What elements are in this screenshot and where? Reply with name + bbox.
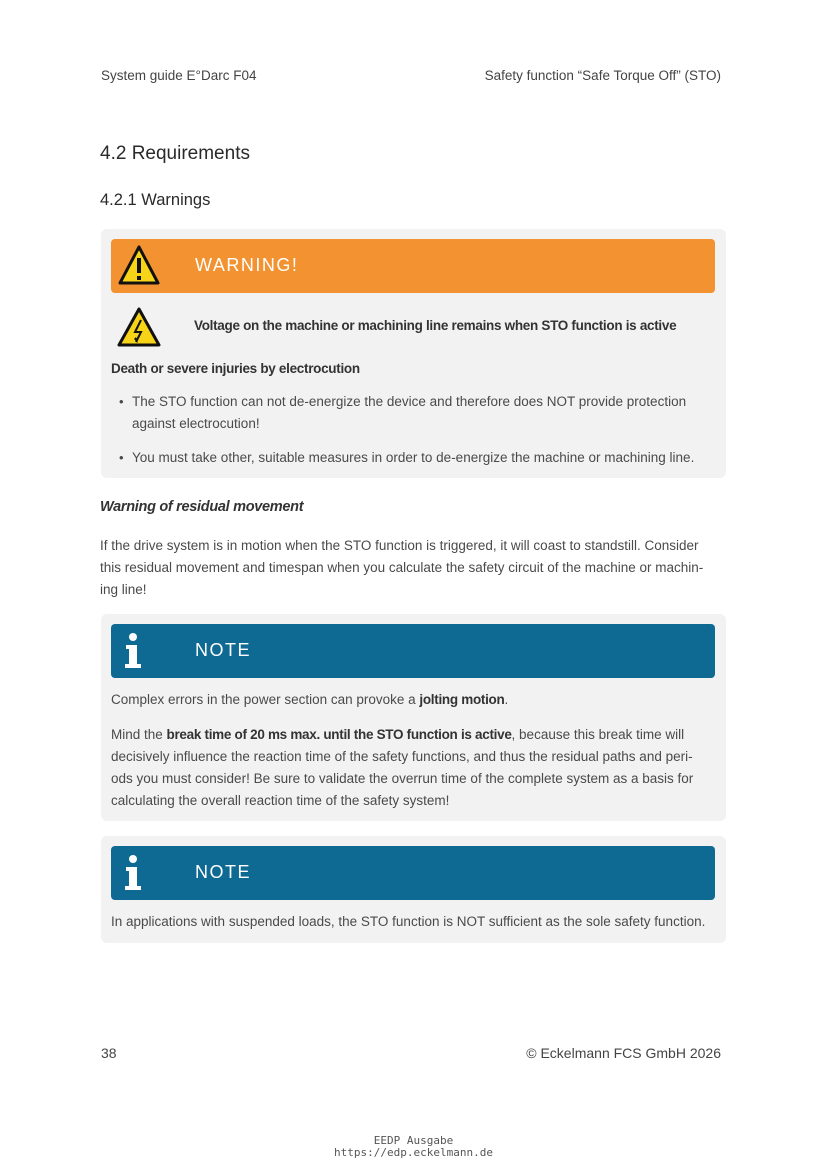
info-icon (123, 853, 143, 893)
bullet-dot: • (119, 450, 124, 465)
warning-label: WARNING! (195, 255, 299, 275)
residual-heading: Warning of residual movement (100, 499, 304, 515)
page-number: 38 (101, 1045, 117, 1061)
note-paragraph-2-line-3: ods you must consider! Be sure to validate the overrun time of the complete system as a basis for (111, 771, 694, 786)
header-chapter-title: Safety function “Safe Torque Off” (STO) (484, 68, 721, 83)
warning-bullet-2: You must take other, suitable measures in order to de-energize the machine or machining line. (132, 450, 695, 465)
copyright: © Eckelmann FCS GmbH 2026 (526, 1045, 721, 1061)
note-paragraph-2-line-2: decisively influence the reaction time of the safety functions, and thus the residual paths and peri- (111, 749, 693, 764)
note-text: Complex errors in the power section can provoke a (111, 692, 420, 707)
note-paragraph-2 (111, 724, 684, 746)
note-emphasis: break time of 20 ms max. until the STO function is active (166, 727, 512, 742)
note-emphasis: jolting motion (419, 692, 505, 707)
note-text: , because this break time will (511, 727, 685, 742)
subsection-heading: 4.2.1 Warnings (100, 191, 211, 209)
residual-line-1: If the drive system is in motion when the STO function is triggered, it will coast to standstill. Consider (100, 538, 699, 553)
section-heading: 4.2 Requirements (100, 143, 250, 164)
note-banner (111, 624, 715, 678)
note-banner (111, 846, 715, 900)
warning-bullet-1-cont: against electrocution! (132, 416, 260, 431)
residual-line-2: this residual movement and timespan when you calculate the safety circuit of the machine or machin- (100, 560, 704, 575)
warning-consequence: Death or severe injuries by electrocution (111, 361, 360, 376)
warning-bullet-1: The STO function can not de-energize the device and therefore does NOT provide protection (132, 394, 687, 409)
note-paragraph-1 (111, 689, 508, 711)
warning-triangle-icon (118, 245, 160, 285)
note-box (101, 614, 726, 821)
warning-hazard-text: Voltage on the machine or machining line remains when STO function is active (194, 318, 677, 333)
note-text: In applications with suspended loads, the STO function is NOT sufficient as the sole safety function. (111, 914, 706, 929)
note-label: NOTE (195, 862, 252, 882)
electric-hazard-icon (117, 307, 161, 347)
stamp-line-1: EEDP Ausgabe (373, 1134, 454, 1147)
edition-stamp (0, 1135, 827, 1159)
note-text: Mind the (111, 727, 167, 742)
warning-box (101, 229, 726, 478)
header-doc-title: System guide E°Darc F04 (101, 68, 257, 83)
residual-line-3: ing line! (100, 582, 147, 597)
note-text: . (504, 692, 509, 707)
note-box (101, 836, 726, 943)
note-paragraph-2-line-4: calculating the overall reaction time of the safety system! (111, 793, 450, 808)
stamp-url: https://edp.eckelmann.de (334, 1146, 493, 1159)
info-icon (123, 631, 143, 671)
note-label: NOTE (195, 640, 252, 660)
warning-banner (111, 239, 715, 293)
bullet-dot: • (119, 394, 124, 409)
